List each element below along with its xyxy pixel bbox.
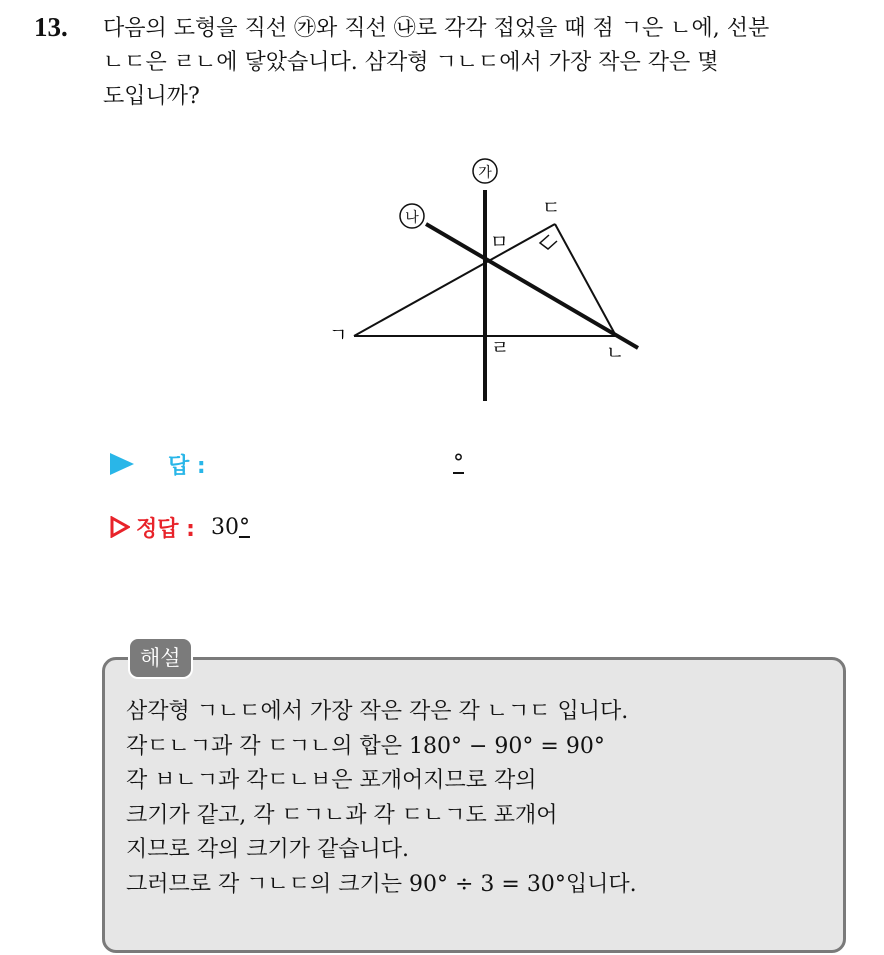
line-na-label: 나 — [405, 210, 419, 226]
question-text — [103, 12, 873, 114]
question-line: 도입니까? — [103, 84, 200, 109]
explanation-line: 그러므로 각 ㄱㄴㄷ의 크기는 90° ÷ 3 = 30°입니다. — [126, 871, 637, 897]
solution-unit: ° — [238, 514, 250, 540]
explanation-line: 각 ㅂㄴㄱ과 각ㄷㄴㅂ은 포개어지므로 각의 — [126, 768, 537, 793]
point-d-label: ㄷ — [542, 197, 561, 219]
line-ga-label: 가 — [478, 165, 492, 181]
solution-row — [110, 510, 250, 544]
explanation-line: 지므로 각의 크기가 같습니다. — [126, 837, 409, 862]
explanation-line: 크기가 같고, 각 ㄷㄱㄴ과 각 ㄷㄴㄱ도 포개어 — [126, 802, 558, 828]
play-arrow-icon — [110, 453, 134, 475]
solution-value: 30 — [210, 514, 239, 540]
question-line: 다음의 도형을 직선 ㉮와 직선 ㉯로 각각 접었을 때 점 ㄱ은 ㄴ에, 선분 — [103, 16, 770, 41]
explanation-line: 각ㄷㄴㄱ과 각 ㄷㄱㄴ의 합은 180° − 90° = 90° — [126, 733, 605, 759]
explanation-tag: 해설 — [128, 637, 193, 679]
answer-row — [110, 447, 206, 481]
answer-unit: ° — [453, 451, 464, 476]
geometry-figure — [320, 150, 660, 414]
point-m-label: ㅁ — [490, 231, 509, 253]
point-r-label: ㄹ — [491, 337, 510, 359]
explanation-line: 삼각형 ㄱㄴㄷ에서 가장 작은 각은 각 ㄴㄱㄷ 입니다. — [126, 699, 629, 724]
solution-label: 정답 : — [136, 516, 195, 542]
point-g-label: ㄱ — [329, 324, 348, 346]
explanation-text — [126, 695, 637, 902]
line-na — [426, 224, 638, 348]
answer-label: 답 : — [168, 453, 206, 479]
point-n-label: ㄴ — [606, 342, 625, 364]
outline-arrow-icon — [110, 516, 130, 538]
question-number: 13. — [34, 12, 68, 42]
right-angle-mark — [540, 235, 557, 249]
solution-value-wrap — [211, 515, 250, 540]
question-line: ㄴㄷ은 ㄹㄴ에 닿았습니다. 삼각형 ㄱㄴㄷ에서 가장 작은 각은 몇 — [103, 50, 719, 75]
